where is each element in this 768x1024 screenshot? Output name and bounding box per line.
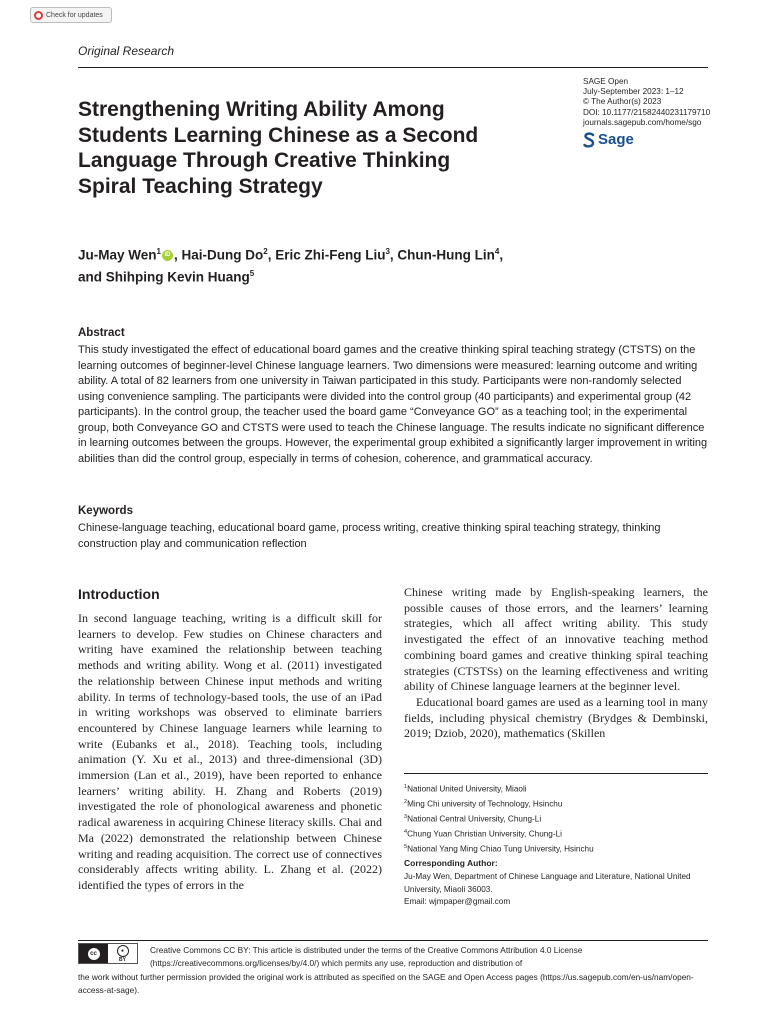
affiliation-text: Chung Yuan Christian University, Chung-Li: [407, 829, 562, 839]
publisher-logo: [583, 131, 634, 148]
check-for-updates-button[interactable]: [30, 7, 112, 23]
introduction-heading: Introduction: [78, 586, 160, 602]
by-label: BY: [119, 956, 126, 963]
attribution-person-icon: ●: [117, 945, 129, 957]
cc-icon: cc: [79, 944, 108, 963]
license-statement-continued: the work without further permission provided the original work is attributed as specified on the SAGE and Open Access pages (https://us.sagepub.com/en-us/nam/open-access-at-sage).: [78, 971, 694, 996]
affiliation-mark: 3: [404, 813, 408, 820]
introduction-right-column: [404, 585, 708, 742]
affiliation-item: [404, 841, 594, 856]
check-for-updates-label: Check for updates: [46, 11, 103, 19]
introduction-paragraph: Educational board games are used as a learning tool in many fields, including physical chemistry (Brydges & Dembinski, 2019; Dziob, 2020), mathematics (Skillen: [404, 694, 708, 741]
author-name: Chun-Hung Lin: [397, 247, 495, 263]
corresponding-author-details: [404, 871, 708, 909]
author-name: Ju-May Wen: [78, 247, 157, 263]
corresponding-author-heading: Corresponding Author:: [404, 858, 498, 868]
license-text: [78, 944, 708, 998]
update-icon: [34, 11, 43, 20]
publisher-logo-text: Sage: [598, 131, 634, 148]
author-affiliation-mark: 4: [494, 247, 500, 256]
author-affiliation-mark: 2: [263, 247, 268, 256]
section-type: Original Research: [78, 44, 175, 58]
cc-by-license-badge[interactable]: [78, 943, 138, 964]
footnote-divider: [404, 773, 708, 774]
author-affiliation-mark: 1: [156, 247, 161, 256]
paper-title: Strengthening Writing Ability Among Students Learning Chinese as a Second Language Through Creative Thinking Spiral Teaching Strategy: [78, 98, 479, 198]
keywords-text: Chinese-language teaching, educational board game, process writing, creative thinking spiral teaching strategy, thinking construction play and communication reflection: [78, 522, 661, 550]
introduction-paragraph: Chinese writing made by English-speaking learners, the possible causes of those errors, and the learners’ learning strategies, which all affect writing ability. This study investigated the effect of an innovative teaching method combining board games and creative thinking spiral teaching strategies (CTSTSs) on the learning effectiveness and writing ability of Chinese language learners at the beginner level.: [404, 585, 708, 694]
corresponding-author-address: Ju-May Wen, Department of Chinese Language and Literature, National United University, Miaoli 36003.: [404, 872, 691, 894]
affiliation-mark: 4: [404, 828, 408, 835]
orcid-icon[interactable]: iD: [162, 250, 173, 261]
affiliation-list: [404, 781, 594, 856]
affiliation-mark: 2: [404, 798, 408, 805]
by-icon: [108, 944, 137, 963]
author-name: Eric Zhi-Feng Liu: [275, 247, 386, 263]
affiliation-mark: 5: [404, 843, 408, 850]
affiliation-text: National Central University, Chung-Li: [407, 814, 542, 824]
license-divider: [78, 940, 708, 941]
affiliation-item: [404, 781, 594, 796]
corresponding-author-email[interactable]: Email: wjmpaper@gmail.com: [404, 897, 511, 906]
author-affiliation-mark: 5: [249, 268, 255, 278]
affiliation-text: National United University, Miaoli: [407, 784, 527, 794]
abstract-text: This study investigated the effect of educational board games and the creative thinking spiral teaching strategy (CTSTS) on the learning outcomes of beginner-level Chinese language learners. Two dimensions were measured: learning outcome and writing ability. A total of 82 learners from one university in Taiwan participated in this study. Participants were non-randomly selected using convenience sampling. The participants were divided into the control group (40 participants) and experimental group (42 participants). In the control group, the teacher used the board game “Conveyance GO” as a teaching tool; in the experimental group, both Conveyance GO and CTSTS were used to teach the Chinese language. The results indicate no significant difference in learning outcomes between the groups. However, the experimental group exhibited a significantly larger improvement in writing abilities than did the control group, especially in terms of cohesion, coherence, and grammatical accuracy.: [78, 344, 708, 465]
affiliation-text: Ming Chi university of Technology, Hsinchu: [407, 799, 563, 809]
affiliation-item: [404, 826, 594, 841]
copyright: © The Author(s) 2023: [583, 97, 662, 107]
sage-logo-icon: [583, 132, 595, 148]
author-name: Shihping Kevin Huang: [105, 269, 250, 284]
affiliation-item: [404, 796, 594, 811]
journal-info: [583, 77, 710, 128]
author-list: Ju-May Wen$^1$ iD , Hai-Dung Do$^2$, Eric Zhi-Feng Liu$^3$, Chun-Hung Lin$^4$, and Shihping Kevin Huang$^5$: [78, 247, 504, 284]
header-divider: [78, 67, 708, 68]
license-statement: Creative Commons CC BY: This article is distributed under the terms of the Creative Commons Attribution 4.0 License (https://creativecommons.org/licenses/by/4.0/) which permits any use, reproduction and distribution of: [150, 945, 583, 969]
journal-issue: July-September 2023: 1–12: [583, 87, 684, 97]
journal-name: SAGE Open: [583, 77, 629, 86]
author-affiliation-mark: 3: [385, 247, 390, 256]
author-name: Hai-Dung Do: [181, 247, 264, 263]
introduction-left-column: In second language teaching, writing is a difficult skill for learners to develop. Few studies on Chinese characters and writing have examined the relationship between teaching methods and writing ability. Wong et al. (2011) investigated the relationship between Chinese input methods and writing ability. In terms of technology-based tools, the use of an iPad in writing workshops was observed to eliminate barriers encountered by Chinese language learners while learning to write (Eubanks et al., 2018). Teaching tools, including animation (Y. Xu et al., 2013) and three-dimensional (3D) immersion (Lan et al., 2019), have been reported to enhance learners’ writing ability. H. Zhang and Roberts (2019) investigated the role of phonological awareness and phonetic radical awareness in acquiring Chinese literacy skills. Chai and Ma (2022) demonstrated the relationship between Chinese writing and reading acquisition. The correct use of connectives considerably affects writing ability. L. Zhang et al. (2022) identified the types of errors in the: [78, 611, 382, 892]
doi[interactable]: DOI: 10.1177/21582440231179710: [583, 107, 711, 117]
affiliation-text: National Yang Ming Chiao Tung University, Hsinchu: [407, 844, 594, 854]
journal-url[interactable]: journals.sagepub.com/home/sgo: [583, 117, 702, 127]
affiliation-mark: 1: [404, 784, 408, 790]
affiliation-item: [404, 811, 594, 826]
keywords-heading: Keywords: [78, 505, 133, 517]
abstract-heading: Abstract: [78, 327, 125, 339]
